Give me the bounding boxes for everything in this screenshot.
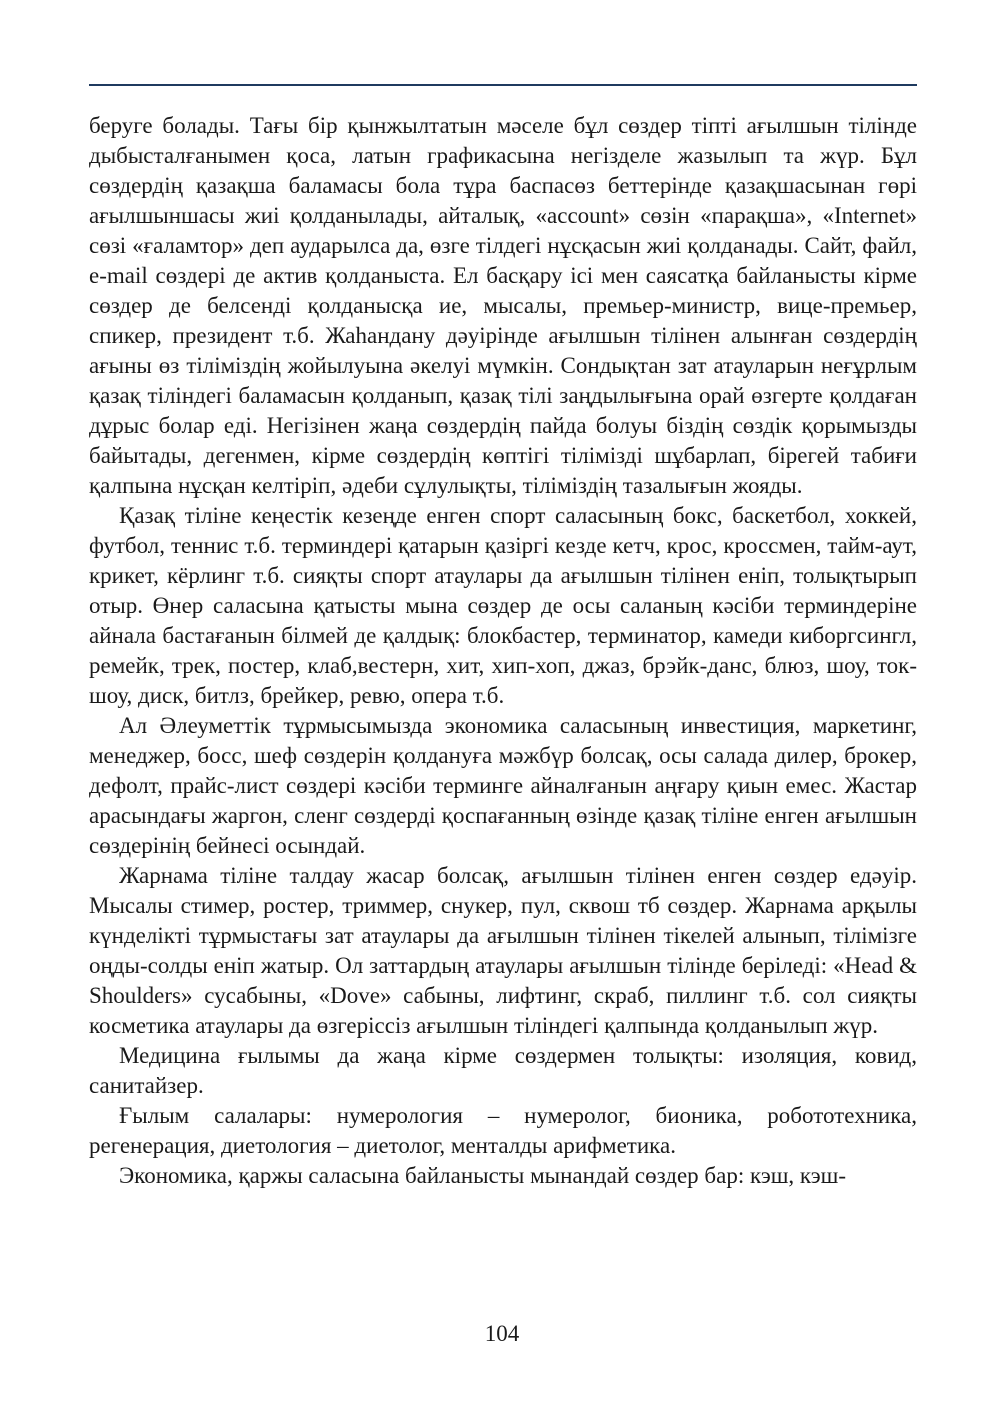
body-text xyxy=(89,111,917,1191)
paragraph-finance: Экономика, қаржы саласына байланысты мынандай сөздер бар: кэш, кэш- xyxy=(119,1163,847,1188)
paragraph-economy: Ал Әлеуметтік тұрмысымызда экономика саласының инвестиция, маркетинг, менеджер, босс, шеф сөздерін қолдануға мәжбүр болсақ, осы салада дилер, брокер, дефолт, прайс-лист сөздері кәсіби терминге айналғанын аңғару қиын емес. Жастар арасындағы жаргон, сленг сөздерді қоспағанның өзінде қазақ тіліне енген ағылшын сөздерінің бейнесі осындай. xyxy=(89,713,917,858)
paragraph-science: Ғылым салалары: нумерология – нумеролог, бионика, робототехника, регенерация, диетология – диетолог, менталды арифметика. xyxy=(89,1103,917,1158)
paragraph-continuation: беруге болады. Тағы бір қынжылтатын мәселе бұл сөздер тіпті ағылшын тілінде дыбысталғанымен қоса, латын графикасына негізделе жазылып та жүр. Бұл сөздердің қазақша баламасы бола тұра баспасөз беттерінде қазақшасынан гөрі ағылшыншасы жиі қолданылады, айталық, «account» сөзін «парақша», «Internet» сөзі «ғаламтор» деп аударылса да, өзге тілдегі нұсқасын жиі қолданады. Сайт, файл, e-mail сөздері де актив қолданыста. Ел басқару ісі мен саясатқа байланысты кірме сөздер де белсенді қолданысқа ие, мысалы, премьер-министр, вице-премьер, спикер, президент т.б. Жаһандану дәуірінде ағылшын тілінен алынған сөздердің ағыны өз тіліміздің жойылуына әкелуі мүмкін. Сондықтан зат атауларын неғұрлым қазақ тіліндегі баламасын қолданып, қазақ тілі заңдылығына орай өзгерте қолдаған дұрыс болар еді. Негізінен жаңа сөздердің пайда болуы біздің сөздік қорымызды байытады, дегенмен, кірме сөздердің көптігі тілімізді шұбарлап, бірегей табиғи қалпына нұсқан келтіріп, әдеби сұлулықты, тіліміздің тазалығын жояды. xyxy=(89,113,917,498)
paragraph-sports: Қазақ тіліне кеңестік кезеңде енген спорт саласының бокс, баскетбол, хоккей, футбол, теннис т.б. терминдері қатарын қазіргі кезде кетч, крос, кроссмен, тайм-аут, крикет, кёрлинг т.б. сияқты спорт атаулары да ағылшын тілінен еніп, толықтырып отыр. Өнер саласына қатысты мына сөздер де осы саланың кәсіби терминдеріне айнала бастағанын білмей де қалдық: блокбастер, терминатор, камеди киборгсингл, ремейк, трек, постер, клаб,вестерн, хит, хип-хоп, джаз, брэйк-данс, блюз, шоу, ток-шоу, диск, битлз, брейкер, ревю, опера т.б. xyxy=(89,503,917,708)
page-number: 104 xyxy=(484,1321,520,1346)
paragraph-advertising: Жарнама тіліне талдау жасар болсақ, ағылшын тілінен енген сөздер едәуір. Мысалы стимер, ростер, триммер, снукер, пул, сквош тб сөздер. Жарнама арқылы күнделікті тұрмыстағы зат атаулары да ағылшын тілінен тікелей алынып, тілімізге оңды-солды еніп жатыр. Ол заттардың атаулары ағылшын тілінде беріледі: «Head & Shoulders» сусабыны, «Dove» сабыны, лифтинг, скраб, пиллинг т.б. сол сияқты косметика атаулары да өзгеріссіз ағылшын тіліндегі қалпында қолданылып жүр. xyxy=(89,863,917,1038)
header-rule xyxy=(89,84,917,86)
paragraph-medicine: Медицина ғылымы да жаңа кірме сөздермен толықты: изоляция, ковид, санитайзер. xyxy=(89,1043,917,1098)
